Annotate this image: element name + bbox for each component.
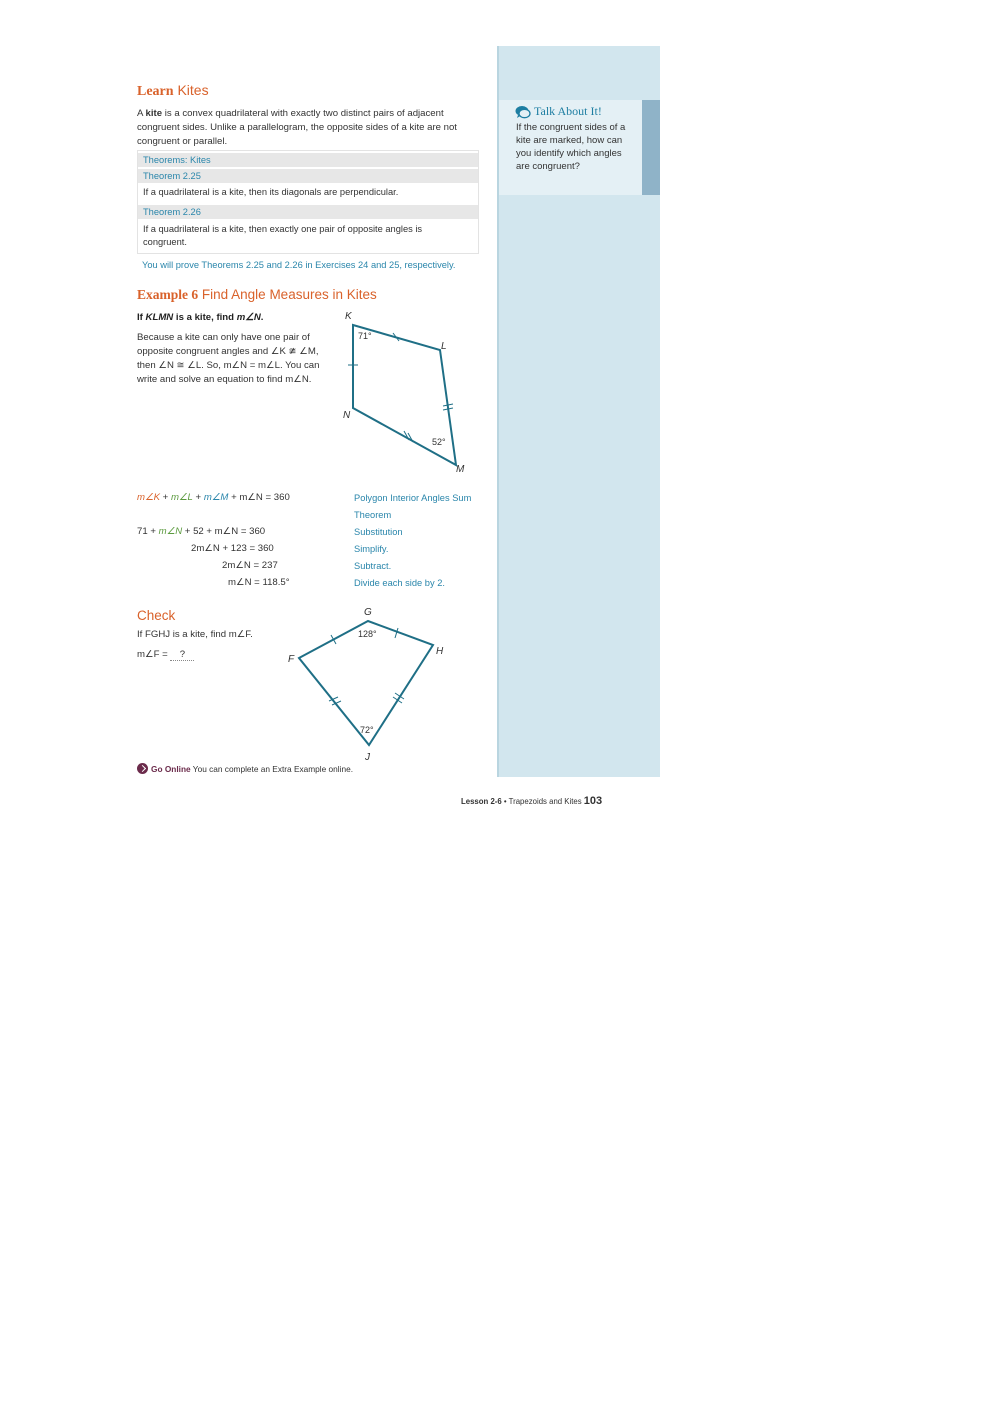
reason-4: Subtract. [354,561,392,571]
question-mid: is a kite, find [173,312,237,323]
vertex-l-label: L [441,341,447,352]
eq-mk: m∠K [137,492,160,503]
equation-line-3: 2m∠N + 123 = 360 [191,543,274,554]
equation-line-4: 2m∠N = 237 [222,560,278,571]
go-online-text: You can complete an Extra Example online. [190,764,354,774]
tick-mark [395,628,398,638]
kite-definition [137,107,483,149]
example-question [137,312,263,323]
vertex-h-label: H [436,646,444,657]
example-heading-rest: Find Angle Measures in Kites [198,287,377,302]
page-number: 103 [583,795,603,807]
learn-heading-rest: Kites [173,82,209,98]
theorems-box [137,150,479,254]
eq2-mn: m∠N [158,526,183,537]
eq2-rest: + 52 + m∠N = 360 [182,526,266,537]
vertex-k-label: K [345,311,352,322]
footer-separator: • [501,797,509,806]
angle-j-label: 72° [360,725,374,735]
definition-post: is a convex quadrilateral with exactly two distinct pairs of adjacent congruent sides. Unlike a parallelogram, the opposite sides of a kite are not congruent or parallel. [137,108,457,147]
speech-bubble-icon [515,105,531,119]
reason-1: Polygon Interior Angles Sum [354,493,472,503]
answer-blank[interactable]: ? [170,649,194,661]
reason-3: Simplify. [354,544,389,554]
theorem-2-25-text: If a quadrilateral is a kite, then its diagonals are perpendicular. [143,187,399,197]
eq-ml: m∠L [170,492,193,503]
angle-g-label: 128° [358,629,377,639]
eq-plus: + [160,492,171,503]
go-online-label[interactable]: Go Online [151,764,191,774]
eq2-pre: 71 + [137,526,159,537]
reason-1b: Theorem [354,510,392,520]
theorems-header: Theorems: Kites [138,153,478,167]
equation-line-2 [137,526,265,537]
check-answer [137,649,194,661]
theorem-2-25-title: Theorem 2.25 [138,169,478,183]
example-heading-bold: Example 6 [137,287,199,302]
question-end: . [260,312,264,323]
kite-fghj-figure [280,600,460,765]
theorem-2-26-text: If a quadrilateral is a kite, then exactly one pair of opposite angles is congruent. [143,224,423,247]
equation-line-5: m∠N = 118.5° [228,577,290,588]
check-answer-label: m∠F = [137,649,171,660]
talk-about-it-title: Talk About It! [534,104,602,118]
vertex-f-label: F [288,654,295,665]
example-explanation: Because a kite can only have one pair of opposite congruent angles and ∠K ≇ ∠M, then ∠N ≅ ∠L. So, m∠N = m∠L. You can write and solve an equation to find m∠N. [137,332,320,385]
equation-line-1 [137,492,290,503]
reason-2: Substitution [354,527,403,537]
talk-about-it-tab [642,100,660,195]
check-heading: Check [137,608,176,623]
go-online-note[interactable] [137,763,353,774]
question-angle: m∠N [236,312,261,323]
prove-note: You will prove Theorems 2.25 and 2.26 in Exercises 24 and 25, respectively. [142,260,456,270]
learn-heading-bold: Learn [137,84,174,99]
vertex-g-label: G [364,607,372,618]
kite-klmn-figure [330,305,480,480]
learn-heading [137,82,209,100]
footer-lesson: Lesson 2-6 [461,797,502,806]
eq-rest: + m∠N = 360 [228,492,290,503]
angle-k-label: 71° [358,331,372,341]
vertex-j-label: J [365,752,370,763]
eq-plus: + [192,492,204,503]
example-heading [137,287,377,303]
go-online-icon[interactable] [137,763,148,774]
vertex-n-label: N [343,410,351,421]
talk-about-it-text: If the congruent sides of a kite are marked, how can you identify which angles are congruent? [516,122,626,172]
eq-mm: m∠M [203,492,229,503]
question-kite-name: KLMN [145,312,174,323]
reason-5: Divide each side by 2. [354,578,445,588]
vertex-m-label: M [456,464,465,475]
angle-m-label: 52° [432,437,446,447]
theorem-2-26-title: Theorem 2.26 [138,205,478,219]
footer-title: Trapezoids and Kites [508,797,582,806]
check-question: If FGHJ is a kite, find m∠F. [137,629,253,640]
definition-term: kite [145,108,163,119]
page-footer [461,795,602,807]
definition-pre: A [137,108,146,119]
question-pre: If [137,312,146,323]
